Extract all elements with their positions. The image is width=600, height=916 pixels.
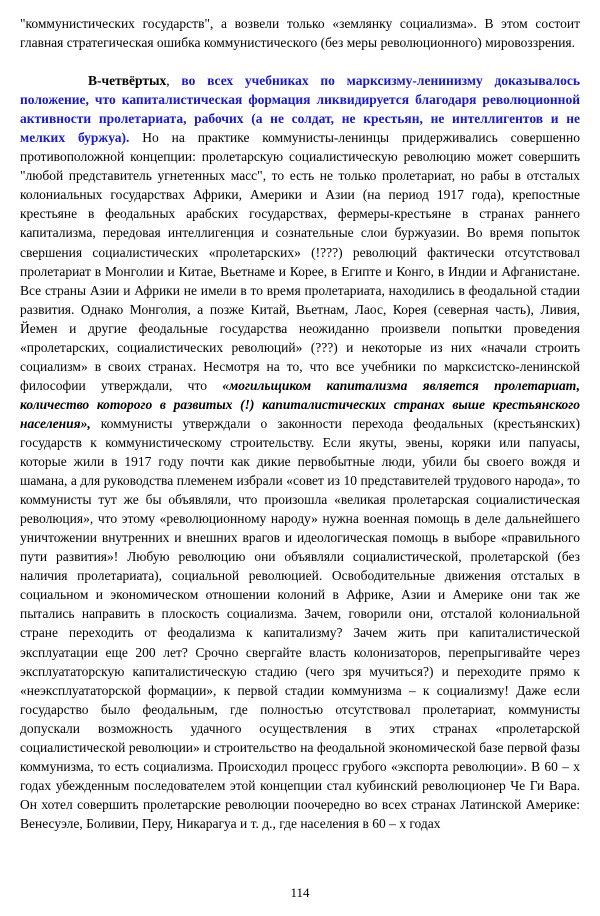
blue-emphasis: во всех учебниках по марксизму-ленинизму доказывалось положение, что капиталистическая формация ликвидируется благодаря революционной активности пролетариата, рабочих (а не солдат, не крестьян, не интеллигентов и не мелких буржуа). <box>20 73 581 146</box>
paragraph-2-text-b: коммунисты утверждали о законности перехода феодальных (крестьянских) государств к коммунистическому строительству. Если якуты, эвены, коряки или папуасы, которые жили в 1917 году почти как дикие первобытные люди, убили бы своего вождя и шамана, а для руководства племенем избрали «совет из 10 представителей трудового народа», то коммунисты тут же бы объявляли, что произошла «великая пролетарская социалистическая революция», что этому «революционному народу» нужна военная помощь в деле дальнейшего уничтожении внутренних и внешних врагов и идеологическая помощь в выборе «правильного пути развития»! Любую революцию они объявляли социалистической, пролетарской (без наличия пролетариата), социальной революцией. Освободительные движения отсталых в социальном и экономическом отношении колоний в Африке, Азии и Америке они так же пытались направить в плоскость социализма. Зачем, говорили они, отсталой колониальной стране переходить от феодализма к капитализму? Зачем жить при капиталистической эксплуатации еще 200 лет? Срочно свергайте власть колонизаторов, перепрыгивайте через эксплуататорскую капиталистическую стадию (чего зря мучиться?) и переходите прямо к «неэксплуататорской формации», к первой стадии коммунизма – к социализму! Даже если государство было феодальным, где полностью отсутствовал пролетариат, коммунисты допускали возможность удачного осуществления в этих странах «пролетарской социалистической революции» и строительство на феодальной экономической базе первой фазы коммунизма, то есть социализма. Происходил процесс грубого «экспорта революции». В 60 – х годах убежденным последователем этой концепции стал кубинский революционер Че Ги Вара. Он хотел совершить пролетарские революции поочередно во всех странах Латинской Америке: Венесуэле, Боливии, Перу, Никарагуа и т. д., где населения в 60 – х годах <box>20 415 580 831</box>
paragraph-2-text-a: Но на практике коммунисты-ленинцы придерживались совершенно противоположной концепции: пролетарскую социалистическую революцию может совершить "любой представитель угнетенных масс", то есть не только пролетариат, но рабы в отсталых колониальных государствах Африки, Америки и Азии (на период 1917 года), крепостные крестьяне в феодальных арабских государствах, фермеры-крестьяне в странах раннего капитализма, передовая интеллигенция и сознательные слои буржуазии. Во время попыток свершения социалистических «пролетарских» (!???) революций фактически отсутствовал пролетариат в Монголии и Китае, Вьетнаме и Корее, в Египте и Конго, в Индии и Афганистане. Все страны Азии и Африки не имели в то время пролетариата, находились в феодальной стадии развития. Однако Монголия, а позже Китай, Вьетнам, Лаос, Корея (северная часть), Ливия, Йемен и другие феодальные государства неожиданно произвели попытки проведения «пролетарских, социалистических революций» (???) и некоторые из них «начали строить социализм» в своих странах. Несмотря на то, что все учебники по марксистско-ленинской философии утверждали, что <box>20 130 580 393</box>
italic-quote: «могильщиком капитализма является пролетариат, количество которого в развитых (!) капиталистических странах выше крестьянского населения», <box>20 377 581 431</box>
paragraph-2 <box>20 71 580 833</box>
lead-word: В-четвёртых <box>88 73 167 89</box>
page-body <box>20 14 580 833</box>
paragraph-1: "коммунистических государств", а возвели только «землянку социализма». В этом состоит главная стратегическая ошибка коммунистического (без меры революционного) мировоззрения. <box>20 16 580 51</box>
lead-comma: , <box>166 73 182 89</box>
page-number: 114 <box>290 885 310 900</box>
